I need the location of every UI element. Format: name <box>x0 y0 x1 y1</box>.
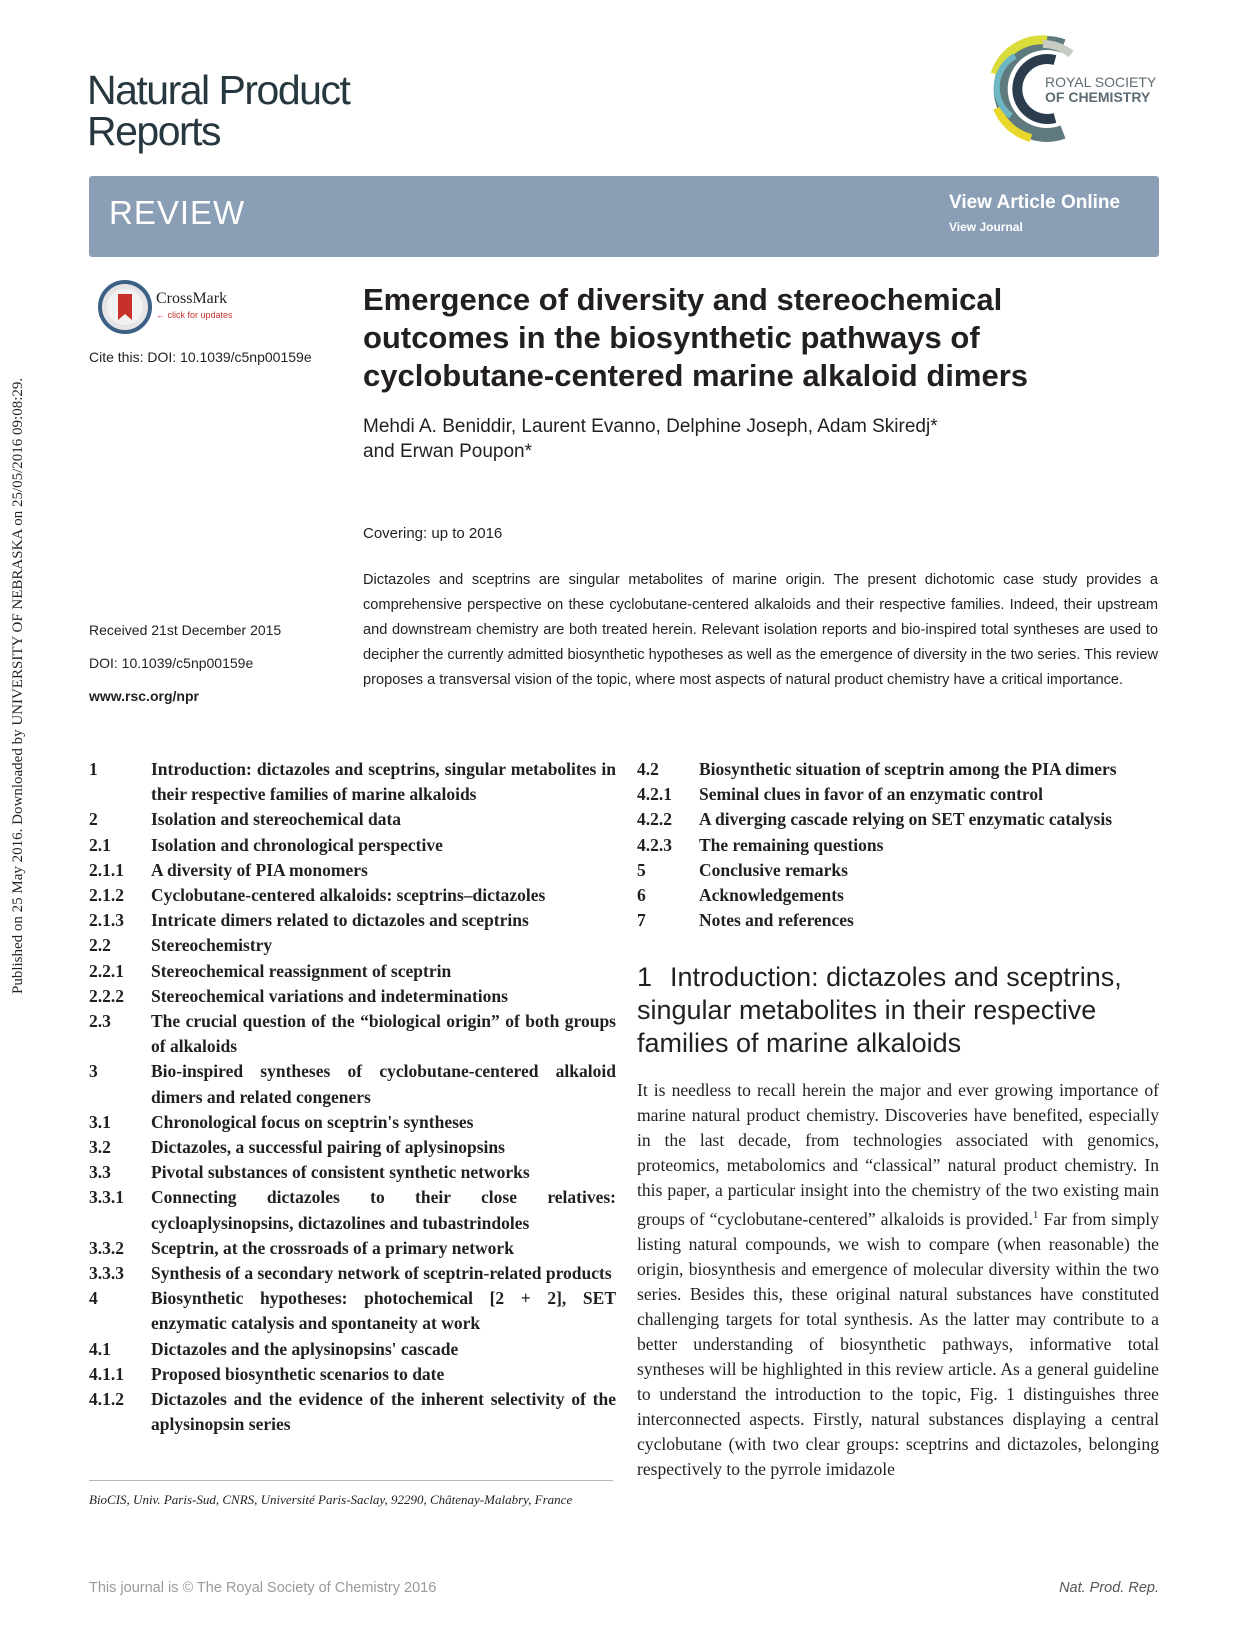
toc-number: 3.2 <box>89 1137 111 1158</box>
toc-title: Isolation and chronological perspective <box>151 834 443 855</box>
toc-number: 4.2 <box>637 759 659 779</box>
toc-entry[interactable] <box>89 1110 616 1135</box>
cite-label: Cite this: <box>89 349 144 365</box>
author-affiliation: BioCIS, Univ. Paris-Sud, CNRS, Université Paris-Saclay, 92290, Châtenay-Malabry, France <box>89 1492 573 1507</box>
toc-entry[interactable] <box>89 984 616 1009</box>
view-article-online-link[interactable]: View Article Online <box>949 192 1121 213</box>
toc-title: Introduction: dictazoles and sceptrins, singular metabolites in their respective families of marine alkaloids <box>151 759 616 805</box>
toc-number: 6 <box>637 885 646 906</box>
toc-number: 7 <box>637 910 646 931</box>
section-1-body <box>637 1078 1159 1482</box>
received-date: Received 21st December 2015 <box>89 622 282 638</box>
toc-title: Stereochemical reassignment of sceptrin <box>151 960 452 981</box>
toc-entry[interactable] <box>637 757 1162 782</box>
toc-number: 4.1.2 <box>89 1389 124 1410</box>
toc-title: Acknowledgements <box>699 885 844 906</box>
toc-number: 2.1.2 <box>89 885 124 906</box>
download-stamp-text: Published on 25 May 2016. Downloaded by UNIVERSITY OF NEBRASKA on 25/05/2016 09:08:29. <box>10 377 26 994</box>
toc-number: 3.3.3 <box>89 1263 124 1284</box>
toc-title: Biosynthetic situation of sceptrin among the PIA dimers <box>699 759 1117 779</box>
toc-entry[interactable] <box>89 1135 616 1160</box>
toc-number: 1 <box>89 759 98 779</box>
article-type-banner <box>89 176 1159 257</box>
toc-title: Sceptrin, at the crossroads of a primary network <box>151 1237 514 1258</box>
toc-entry[interactable] <box>89 883 616 908</box>
rsc-wordmark-line1: ROYAL SOCIETY <box>1045 74 1157 90</box>
toc-title: Dictazoles and the aplysinopsins' cascade <box>151 1338 459 1359</box>
toc-entry[interactable] <box>89 807 616 832</box>
toc-entry[interactable] <box>89 858 616 883</box>
reference-link[interactable]: 1 <box>1032 1209 1039 1221</box>
download-stamp <box>8 300 30 1000</box>
journal-url-link[interactable]: www.rsc.org/npr <box>89 688 199 704</box>
toc-entry[interactable] <box>89 1362 616 1387</box>
toc-entry[interactable] <box>89 1387 616 1437</box>
toc-entry[interactable] <box>89 757 616 807</box>
table-of-contents-left <box>89 757 616 1437</box>
toc-entry[interactable] <box>89 1337 616 1362</box>
toc-entry[interactable] <box>637 782 1162 807</box>
toc-entry[interactable] <box>89 1009 616 1059</box>
section-number: 1 <box>637 962 653 992</box>
toc-title: Connecting dictazoles to their close relatives: cycloaplysinopsins, dictazolines and tubastrindoles <box>151 1187 616 1233</box>
toc-number: 4.1.1 <box>89 1363 124 1384</box>
toc-entry[interactable] <box>89 1261 616 1286</box>
journal-title-line1: Natural Product <box>87 67 350 113</box>
section-title: Introduction: dictazoles and sceptrins, singular metabolites in their respective families of marine alkaloids <box>637 962 1122 1058</box>
toc-entry[interactable] <box>89 959 616 984</box>
toc-number: 4.2.3 <box>637 834 672 855</box>
toc-entry[interactable] <box>89 908 616 933</box>
toc-title: Conclusive remarks <box>699 859 848 880</box>
rsc-logo[interactable] <box>985 34 1160 144</box>
toc-number: 3.1 <box>89 1111 111 1132</box>
toc-title: Stereochemical variations and indeterminations <box>151 985 508 1006</box>
toc-title: Chronological focus on sceptrin's syntheses <box>151 1111 474 1132</box>
toc-title: A diversity of PIA monomers <box>151 859 368 880</box>
rsc-wordmark-line2: OF CHEMISTRY <box>1045 89 1151 105</box>
toc-entry[interactable] <box>89 1185 616 1235</box>
toc-number: 2.2 <box>89 935 111 956</box>
article-title: Emergence of diversity and stereochemical outcomes in the biosynthetic pathways of cyclobutane-centered marine alkaloid dimers <box>363 282 1029 393</box>
view-journal-link[interactable]: View Journal <box>949 220 1023 234</box>
toc-title: Bio-inspired syntheses of cyclobutane-centered alkaloid dimers and related congeners <box>151 1061 616 1107</box>
toc-title: Seminal clues in favor of an enzymatic control <box>699 784 1043 805</box>
crossmark-sublabel-text: click for updates <box>167 310 233 320</box>
toc-number: 2.2.2 <box>89 985 124 1006</box>
table-of-contents-right <box>637 757 1162 933</box>
toc-title: Isolation and stereochemical data <box>151 809 402 830</box>
body-text-part2: Far from simply listing natural compounds, we wish to compare (when reasonable) the origin, biosynthesis and emergence of molecular diversity within the two series. Besides this, these original natural substances have constituted challenging targets for total synthesis. As the latter may contribute to a better understanding of biosynthetic pathways, informative total syntheses will be highlighted in this review article. As a general guideline to understand the introduction to the topic, Fig. 1 distinguishes three interconnected aspects. Firstly, natural substances displaying a central cyclobutane (with two clear groups: sceptrins and dictazoles, belonging respectively to the pyrrole imidazole <box>637 1208 1159 1479</box>
footnote-divider <box>89 1480 613 1481</box>
cite-doi[interactable]: DOI: 10.1039/c5np00159e <box>147 349 312 365</box>
toc-number: 2.3 <box>89 1011 111 1032</box>
toc-title: The remaining questions <box>699 834 884 855</box>
cite-this <box>89 349 312 365</box>
toc-title: A diverging cascade relying on SET enzymatic catalysis <box>699 809 1113 830</box>
toc-entry[interactable] <box>637 807 1162 832</box>
toc-number: 4 <box>89 1288 98 1309</box>
toc-title: Dictazoles, a successful pairing of aplysinopsins <box>151 1137 505 1158</box>
toc-entry[interactable] <box>89 1236 616 1261</box>
crossmark-badge[interactable] <box>98 280 258 335</box>
toc-title: Pivotal substances of consistent synthetic networks <box>151 1162 530 1183</box>
crossmark-icon <box>98 280 152 334</box>
crossmark-sublabel: ← click for updates <box>156 310 233 320</box>
authors-line2: and Erwan Poupon* <box>363 441 533 462</box>
toc-title: Cyclobutane-centered alkaloids: sceptrins–dictazoles <box>151 885 546 906</box>
toc-number: 3.3.1 <box>89 1187 124 1208</box>
toc-number: 2.1.3 <box>89 910 124 931</box>
copyright-footer: This journal is © The Royal Society of Chemistry 2016 <box>89 1580 437 1596</box>
authors-line1: Mehdi A. Beniddir, Laurent Evanno, Delphine Joseph, Adam Skiredj* <box>363 416 938 437</box>
toc-entry[interactable] <box>89 1286 616 1336</box>
journal-title-line2: Reports <box>87 108 221 154</box>
doi-line[interactable]: DOI: 10.1039/c5np00159e <box>89 655 254 671</box>
toc-number: 3 <box>89 1061 98 1082</box>
toc-number: 2.1 <box>89 834 111 855</box>
rsc-wordmark <box>1045 75 1156 105</box>
toc-entry[interactable] <box>89 1160 616 1185</box>
toc-entry[interactable] <box>637 858 1162 883</box>
toc-number: 4.1 <box>89 1338 111 1359</box>
toc-number: 2 <box>89 809 98 830</box>
section-1-heading <box>637 961 1167 1060</box>
toc-entry[interactable] <box>637 908 1162 933</box>
toc-number: 4.2.1 <box>637 784 672 805</box>
toc-title: Stereochemistry <box>151 935 273 956</box>
crossmark-label: CrossMark <box>156 290 228 307</box>
toc-title: Dictazoles and the evidence of the inherent selectivity of the aplysinopsin series <box>151 1389 616 1435</box>
toc-entry[interactable] <box>637 883 1162 908</box>
toc-number: 3.3.2 <box>89 1237 124 1258</box>
toc-title: The crucial question of the “biological origin” of both groups of alkaloids <box>151 1011 616 1057</box>
journal-title[interactable] <box>87 67 350 154</box>
article-type-label: REVIEW <box>109 194 246 231</box>
toc-title: Biosynthetic hypotheses: photochemical [2 + 2], SET enzymatic catalysis and spontaneity at work <box>151 1288 616 1334</box>
toc-entry[interactable] <box>637 833 1162 858</box>
toc-entry[interactable] <box>89 1059 616 1109</box>
body-text-part1: It is needless to recall herein the major and ever growing importance of marine natural product chemistry. Discoveries have benefited, especially in the last decade, from technologies associated with genomics, proteomics, metabolomics and “classical” natural product chemistry. In this paper, a particular insight into the chemistry of the two existing main groups of “cyclobutane-centered” alkaloids is provided. <box>637 1080 1159 1229</box>
toc-entry[interactable] <box>89 833 616 858</box>
toc-title: Intricate dimers related to dictazoles and sceptrins <box>151 910 529 931</box>
abstract: Dictazoles and sceptrins are singular metabolites of marine origin. The present dichotomic case study provides a comprehensive perspective on these cyclobutane-centered alkaloids and their respective families. Indeed, their upstream and downstream chemistry are both treated herein. Relevant isolation reports and bio-inspired total syntheses are used to decipher the currently admitted biosynthetic hypotheses as well as the emergence of diversity in the two series. This review proposes a transversal vision of the topic, where most aspects of natural product chemistry have a critical importance. <box>363 572 1158 688</box>
toc-number: 2.2.1 <box>89 960 124 981</box>
author-list <box>363 414 1153 464</box>
covering-period: Covering: up to 2016 <box>363 525 503 542</box>
toc-number: 2.1.1 <box>89 859 124 880</box>
toc-number: 4.2.2 <box>637 809 672 830</box>
toc-number: 3.3 <box>89 1162 111 1183</box>
toc-number: 5 <box>637 859 646 880</box>
toc-title: Synthesis of a secondary network of sceptrin-related products <box>151 1263 612 1284</box>
toc-title: Proposed biosynthetic scenarios to date <box>151 1363 445 1384</box>
toc-entry[interactable] <box>89 933 616 958</box>
journal-abbrev-footer: Nat. Prod. Rep. <box>1059 1580 1159 1596</box>
toc-title: Notes and references <box>699 910 854 931</box>
